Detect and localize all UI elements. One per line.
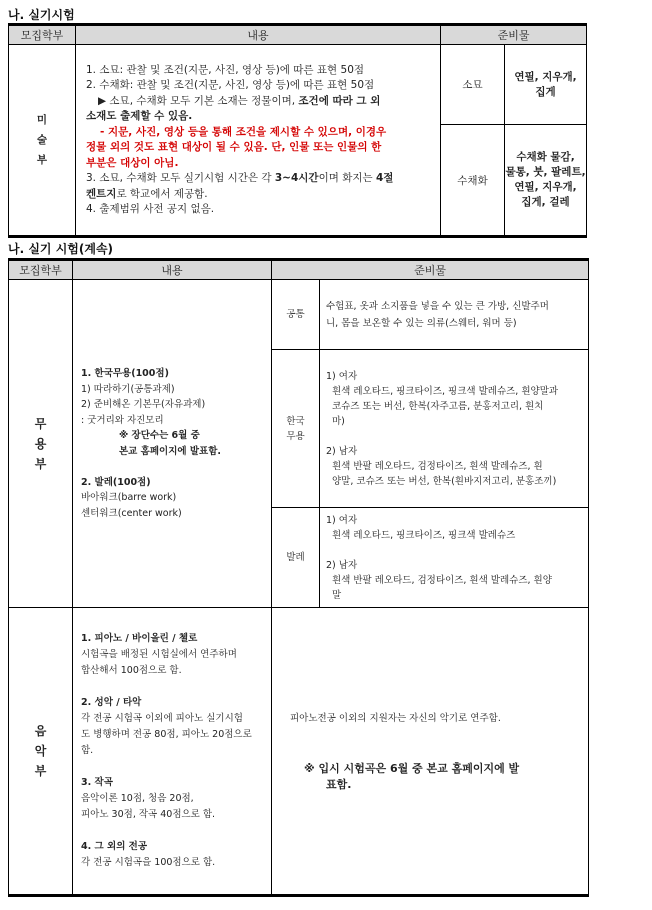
prep2-common: 수험표, 옷과 소지품을 넣을 수 있는 큰 가방, 신발주머 니, 몸을 보온할 수 있는 의류(스웨터, 워머 등) (320, 280, 589, 350)
header-content: 내용 (76, 25, 441, 45)
header-dept: 모집학부 (9, 25, 76, 45)
prep-label-drawing: 소묘 (441, 45, 505, 125)
section2-title: 나. 실기 시험(계속) (8, 242, 114, 256)
prep2-label-ballet: 발레 (272, 508, 320, 608)
header2-content: 내용 (73, 260, 272, 280)
dance-music-exam-table (8, 258, 589, 897)
prep2-korean-dance: 1) 여자 흰색 레오타드, 핑크타이즈, 핑크색 발레슈즈, 흰양말과 코슈즈 또는 버선, 한복(자주고름, 분홍저고리, 흰치 마) 2) 남자 흰색 반팔 레오타드, 검정타이즈, 흰색 발레슈즈, 흰 양말, 코슈즈 또는 버선, 한복(흰바지저고리, 분홍조끼) (320, 350, 589, 508)
header-prep: 준비물 (441, 25, 587, 45)
prep-items-drawing: 연필, 지우개, 집게 (505, 45, 587, 125)
prep2-ballet: 1) 여자 흰색 레오타드, 핑크타이즈, 핑크색 발레슈즈 2) 남자 흰색 반팔 레오타드, 검정타이즈, 흰색 발레슈즈, 흰양 말 (320, 508, 589, 608)
prep2-label-korean-dance: 한국 무용 (272, 350, 320, 508)
dept-dance: 무 용 부 (9, 280, 73, 608)
dept-music: 음 악 부 (9, 608, 73, 896)
header2-dept: 모집학부 (9, 260, 73, 280)
prep-label-watercolor: 수채화 (441, 125, 505, 237)
art-exam-table (8, 23, 587, 238)
prep2-label-common: 공통 (272, 280, 320, 350)
music-prep: 피아노전공 이외의 지원자는 자신의 악기로 연주함. ※ 입시 시험곡은 6월 중 본교 홈페이지에 발 표함. (272, 608, 589, 896)
art-content: 1. 소묘: 관찰 및 조건(지문, 사진, 영상 등)에 따른 표현 50점 2. 수채화: 관찰 및 조건(지문, 사진, 영상 등)에 따른 표현 50점 ▶ 소묘, 수채화 모두 기본 소재는 정물이며, 조건에 따라 그 외 소재도 출제할 수 있음. - 지문, 사진, 영상 등을 통해 조건을 제시할 수 있으며, 이경우 정물 외의 것도 표현 대상이 될 수 있음. 단, 인물 또는 인물의 한 부분은 대상이 아님. 3. 소묘, 수채화 모두 실기시험 시간은 각 3~4시간이며 화지는 4절 켄트지로 학교에서 제공함. 4. 출제범위 사전 공지 없음. (76, 45, 441, 237)
dept-art: 미 술 부 (9, 45, 76, 237)
section1-title: 나. 실기시험 (8, 8, 75, 22)
prep-items-watercolor: 수채화 물감, 물통, 붓, 팔레트, 연필, 지우개, 집게, 걸레 (505, 125, 587, 237)
music-content: 1. 피아노 / 바이올린 / 첼로 시험곡을 배정된 시험실에서 연주하며 합산해서 100점으로 함. 2. 성악 / 타악 각 전공 시험곡 이외에 피아노 실기시험 도 병행하며 전공 80점, 피아노 20점으로 함. 3. 작곡 음악이론 10점, 청음 20점, 피아노 30점, 작곡 40점으로 함. 4. 그 외의 전공 각 전공 시험곡을 100점으로 함. (73, 608, 272, 896)
header2-prep: 준비물 (272, 260, 589, 280)
dance-content: 1. 한국무용(100점) 1) 따라하기(공통과제) 2) 준비해온 기본무(자유과제) : 굿거리와 자진모리 ※ 장단수는 6월 중 본교 홈페이지에 발표함. 2. 발레(100점) 바아워크(barre work) 센터워크(center work) (73, 280, 272, 608)
